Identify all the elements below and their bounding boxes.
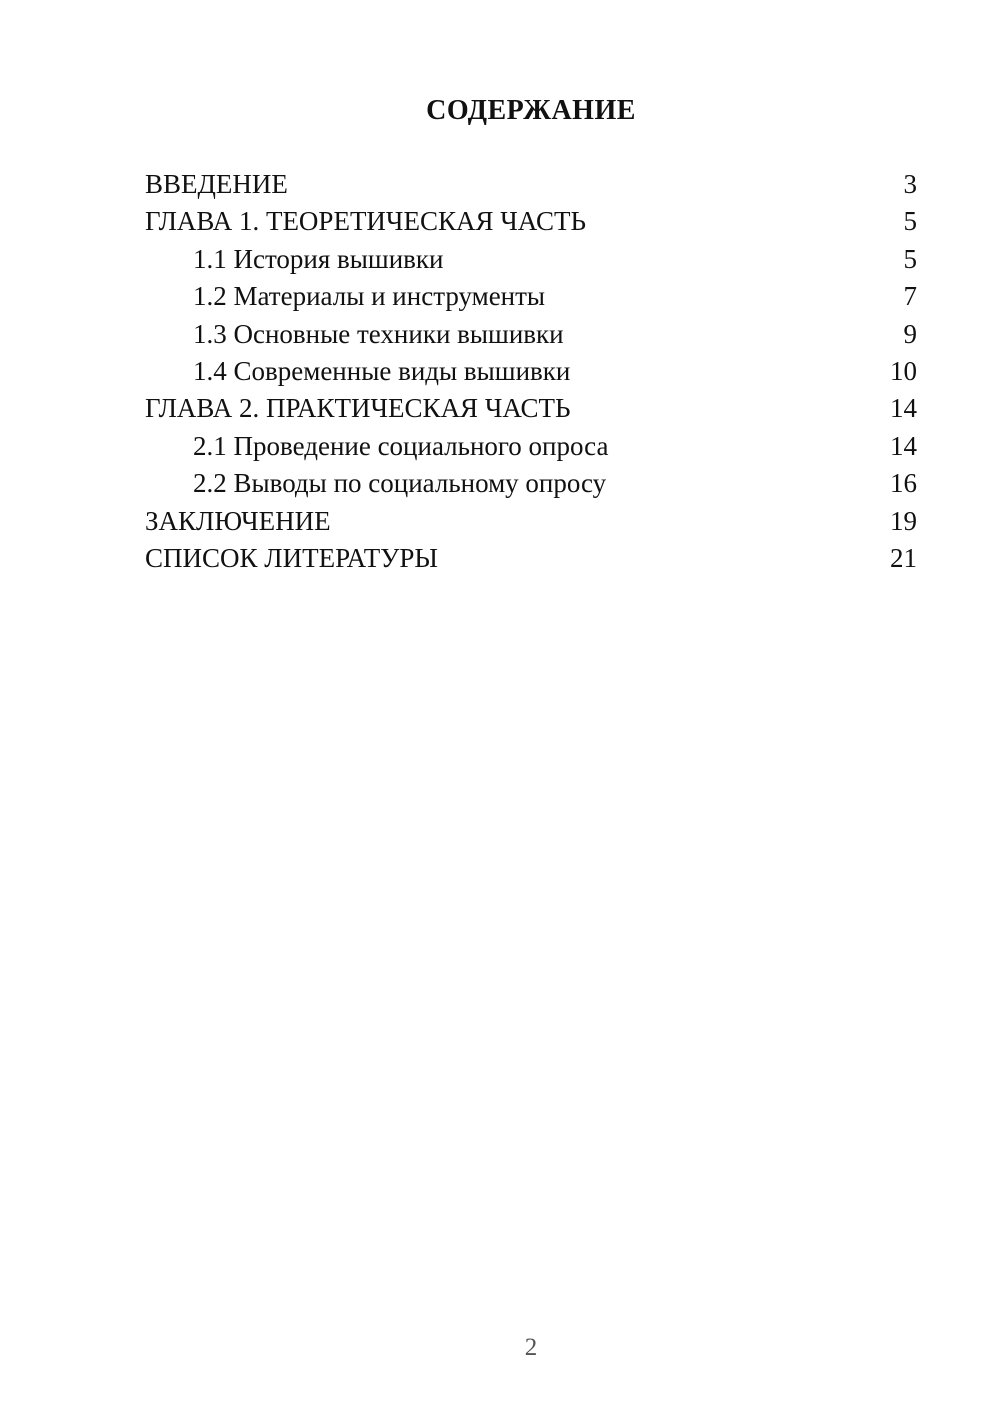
toc-entry-page: 14 [890, 393, 917, 424]
toc-entry [145, 503, 917, 540]
toc-entry [145, 203, 917, 240]
toc-entry-label: СПИСОК ЛИТЕРАТУРЫ [145, 543, 438, 574]
toc-entry [145, 353, 917, 390]
toc-entry [145, 166, 917, 203]
toc-entry-page: 16 [890, 468, 917, 499]
toc-entry-page: 14 [890, 430, 917, 461]
toc-entry-label: ВВЕДЕНИЕ [145, 169, 288, 199]
toc-entry-page: 21 [890, 543, 917, 574]
toc-entry-page: 10 [890, 356, 917, 387]
toc-entry [145, 540, 917, 577]
toc-entry-page: 7 [903, 281, 917, 312]
toc-entry-page: 9 [903, 318, 917, 349]
toc-entry-page: 5 [903, 206, 917, 237]
toc-entry [145, 278, 917, 315]
toc-entry-label: 1.3 Основные техники вышивки [193, 318, 564, 349]
toc-entry-label: 2.1 Проведение социального опроса [193, 430, 609, 461]
toc-entry-page: 3 [903, 169, 917, 199]
toc-entry [145, 390, 917, 427]
toc-list [145, 166, 917, 577]
toc-entry-page: 5 [903, 243, 917, 274]
toc-entry-label: 2.2 Выводы по социальному опросу [193, 468, 607, 499]
toc-entry [145, 241, 917, 278]
toc-entry-label: 1.1 История вышивки [193, 243, 444, 274]
toc-entry-page: 19 [890, 505, 917, 536]
toc-entry [145, 316, 917, 353]
toc-entry-label: ГЛАВА 2. ПРАКТИЧЕСКАЯ ЧАСТЬ [145, 393, 571, 424]
page-content [0, 0, 1000, 577]
toc-entry-label: 1.2 Материалы и инструменты [193, 281, 546, 312]
toc-entry-label: ГЛАВА 1. ТЕОРЕТИЧЕСКАЯ ЧАСТЬ [145, 206, 586, 237]
toc-entry [145, 465, 917, 502]
page-title: СОДЕРЖАНИЕ [426, 95, 636, 126]
toc-entry-label: ЗАКЛЮЧЕНИЕ [145, 505, 331, 536]
footer-page-number: 2 [524, 1334, 538, 1361]
toc-entry-label: 1.4 Современные виды вышивки [193, 356, 571, 387]
toc-entry [145, 428, 917, 465]
